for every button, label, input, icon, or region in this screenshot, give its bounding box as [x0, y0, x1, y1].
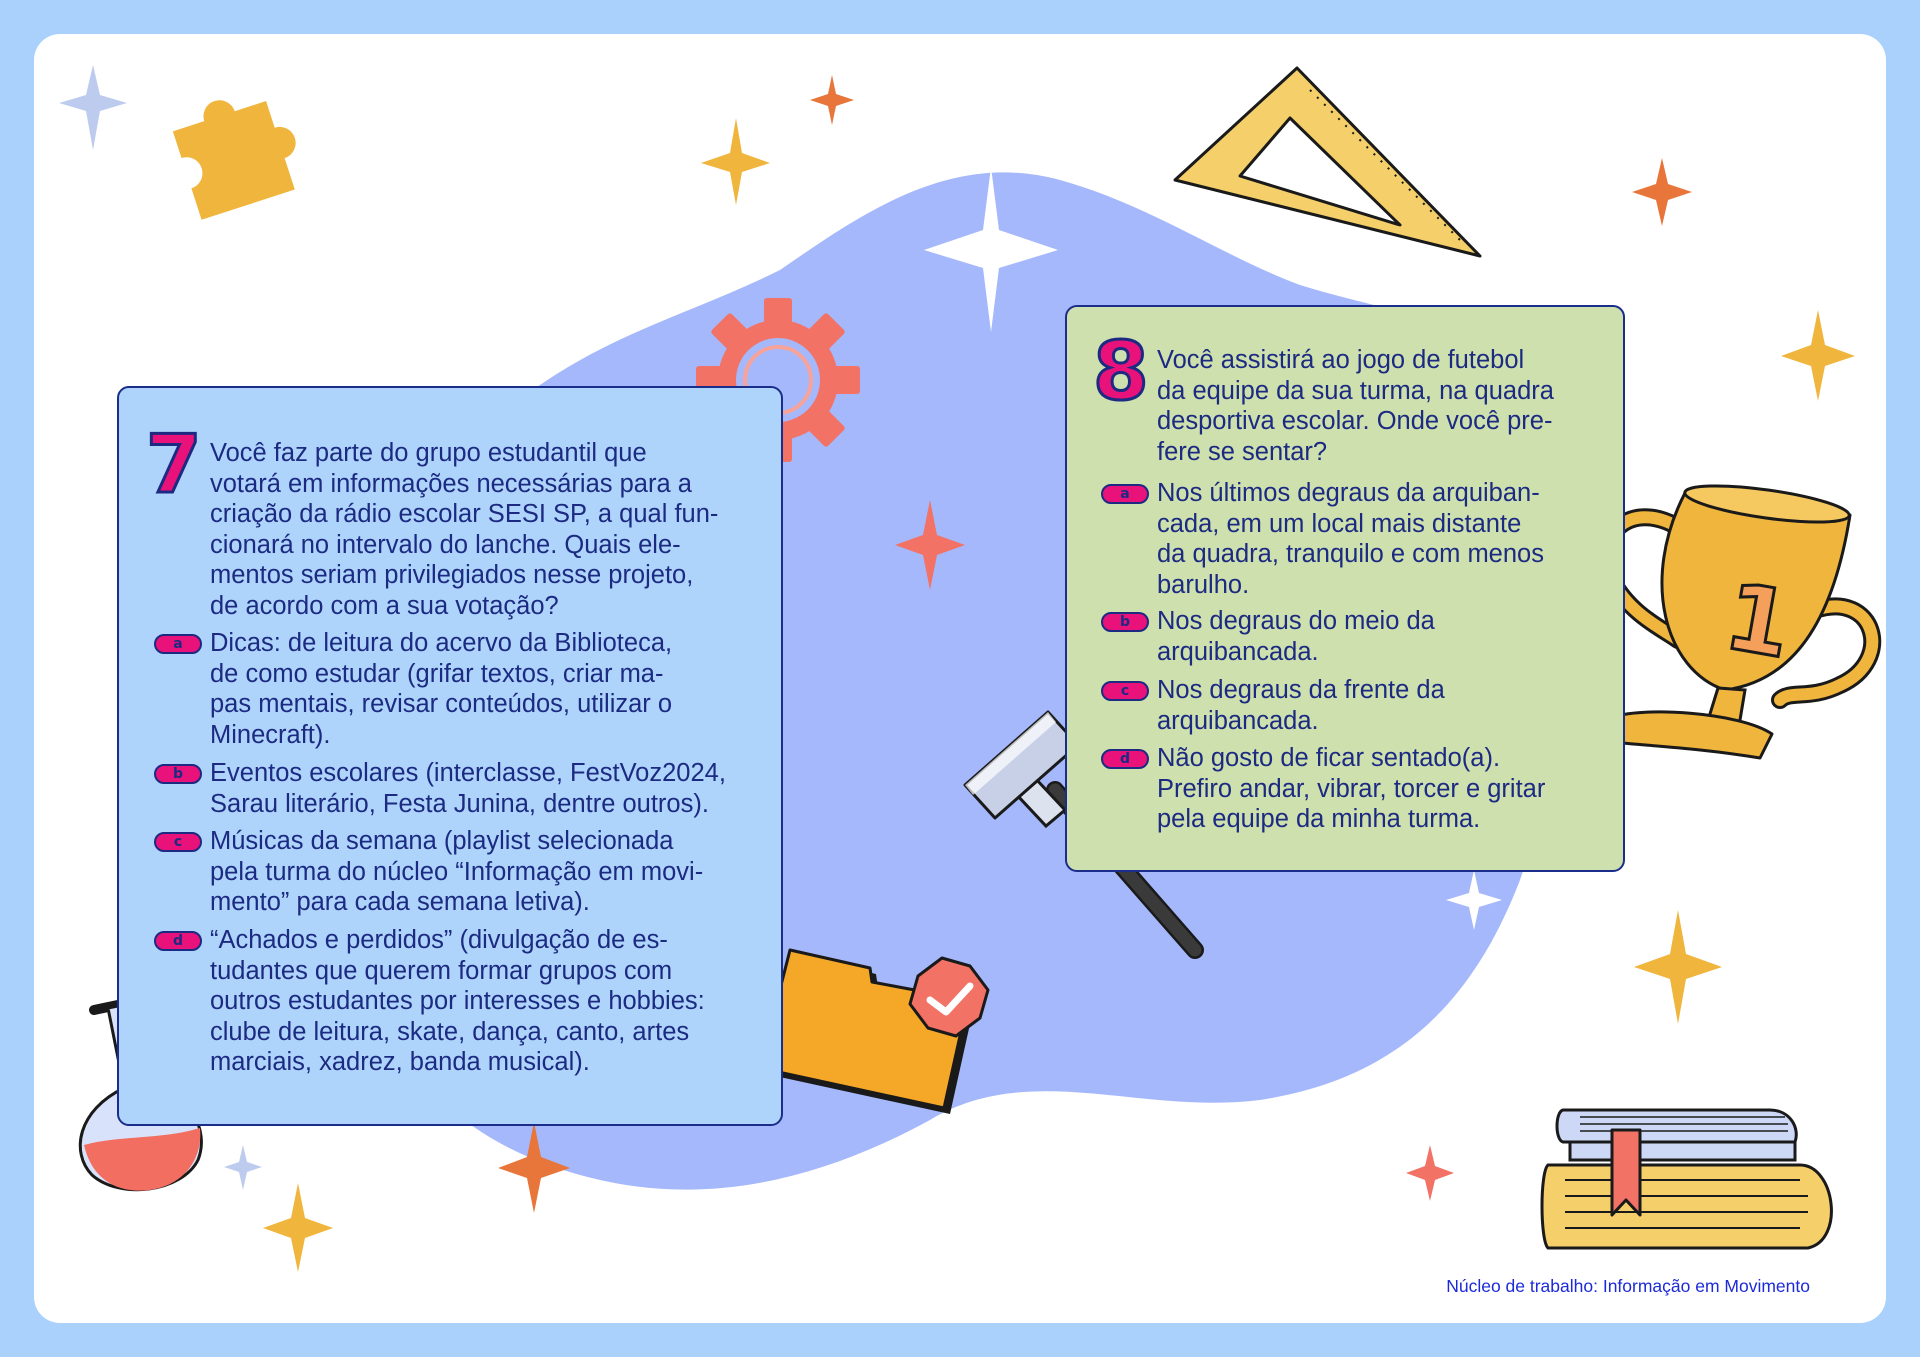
sparkle-icon [1632, 158, 1692, 226]
option-letter-badge: b [154, 764, 202, 784]
option-letter-badge: d [1101, 749, 1149, 769]
option-text: Nos últimos degraus da arquiban- [1157, 479, 1540, 507]
option-text: “Achados e perdidos” (divulgação de es- [210, 926, 668, 954]
option-8d[interactable] [1119, 743, 1546, 835]
option-text: da quadra, tranquilo e com menos [1157, 540, 1544, 568]
question-8-text: fere se sentar? [1157, 437, 1328, 466]
option-text: pela equipe da minha turma. [1157, 805, 1481, 833]
option-text: Não gosto de ficar sentado(a). [1157, 744, 1501, 772]
option-text: clube de leitura, skate, dança, canto, artes [210, 1017, 690, 1046]
sparkle-icon [224, 1145, 262, 1190]
puzzle-piece-icon [168, 81, 310, 220]
option-letter-badge: d [154, 931, 202, 951]
option-text: Nos degraus do meio da [1157, 607, 1435, 635]
question-7-number [144, 428, 204, 502]
option-text: Minecraft). [210, 720, 331, 749]
sparkle-icon [810, 75, 854, 125]
option-text: mento” para cada semana letiva). [210, 888, 590, 916]
option-text: cada, em um local mais distante [1157, 509, 1522, 538]
question-8-text: Você assistirá ao jogo de futebol [1157, 346, 1525, 374]
question-7-text: de acordo com a sua votação? [210, 591, 559, 620]
option-letter-badge: a [1101, 484, 1149, 504]
sparkle-icon [1406, 1145, 1454, 1201]
option-letter-badge: b [1101, 612, 1149, 632]
option-7d[interactable] [172, 925, 705, 1078]
option-text: outros estudantes por interesses e hobbies: [210, 987, 705, 1015]
question-8-number [1091, 335, 1151, 409]
question-8-text: desportiva escolar. Onde você pre- [1157, 407, 1553, 435]
question-8-text: da equipe da sua turma, na quadra [1157, 376, 1554, 405]
question-8 [1093, 335, 1617, 467]
sparkle-icon [701, 118, 770, 205]
question-7 [146, 428, 770, 621]
option-text: Sarau literário, Festa Junina, dentre outros). [210, 789, 709, 818]
option-text: pas mentais, revisar conteúdos, utilizar o [210, 690, 673, 718]
question-7-text: mentos seriam privilegiados nesse projeto, [210, 561, 694, 589]
sparkle-icon [263, 1183, 333, 1272]
option-letter-badge: c [1101, 681, 1149, 701]
option-text: Eventos escolares (interclasse, FestVoz2024, [210, 759, 726, 787]
books-icon [1542, 1110, 1831, 1248]
option-text: marciais, xadrez, banda musical). [210, 1048, 590, 1076]
option-8a[interactable] [1120, 478, 1544, 600]
option-text: barulho. [1157, 570, 1250, 599]
trophy-number: 1 [1717, 562, 1800, 680]
option-text: tudantes que querem formar grupos com [210, 956, 673, 985]
sparkle-icon [59, 65, 127, 150]
question-7-text: Você faz parte do grupo estudantil que [210, 439, 647, 467]
option-text: pela turma do núcleo “Informação em movi- [210, 857, 704, 886]
option-7b[interactable] [172, 758, 726, 819]
triangle-ruler-icon [1175, 68, 1480, 256]
option-text: Dicas: de leitura do acervo da Biblioteca, [210, 629, 673, 657]
option-letter-badge: a [154, 634, 202, 654]
option-text: Prefiro andar, vibrar, torcer e gritar [1157, 774, 1546, 803]
svg-text:8: 8 [1093, 335, 1149, 409]
question-7-text: criação da rádio escolar SESI SP, a qual fun- [210, 500, 719, 528]
option-text: Nos degraus da frente da [1157, 676, 1445, 704]
sparkle-icon [1634, 910, 1722, 1024]
option-letter-badge: c [154, 832, 202, 852]
svg-text:7: 7 [146, 428, 202, 502]
question-7-text: votará em informações necessárias para a [210, 469, 692, 498]
option-text: arquibancada. [1157, 706, 1319, 735]
option-text: Músicas da semana (playlist selecionada [210, 827, 674, 855]
footer-credit: Núcleo de trabalho: Informação em Movimento [1446, 1276, 1810, 1296]
option-7c[interactable] [173, 826, 704, 918]
sparkle-icon [1781, 310, 1855, 401]
option-8c[interactable] [1120, 675, 1445, 736]
question-7-text: cionará no intervalo do lanche. Quais ele- [210, 530, 681, 559]
option-8b[interactable] [1119, 606, 1435, 667]
option-text: de como estudar (grifar textos, criar ma- [210, 659, 664, 688]
option-7a[interactable] [173, 628, 673, 750]
option-text: arquibancada. [1157, 637, 1319, 666]
